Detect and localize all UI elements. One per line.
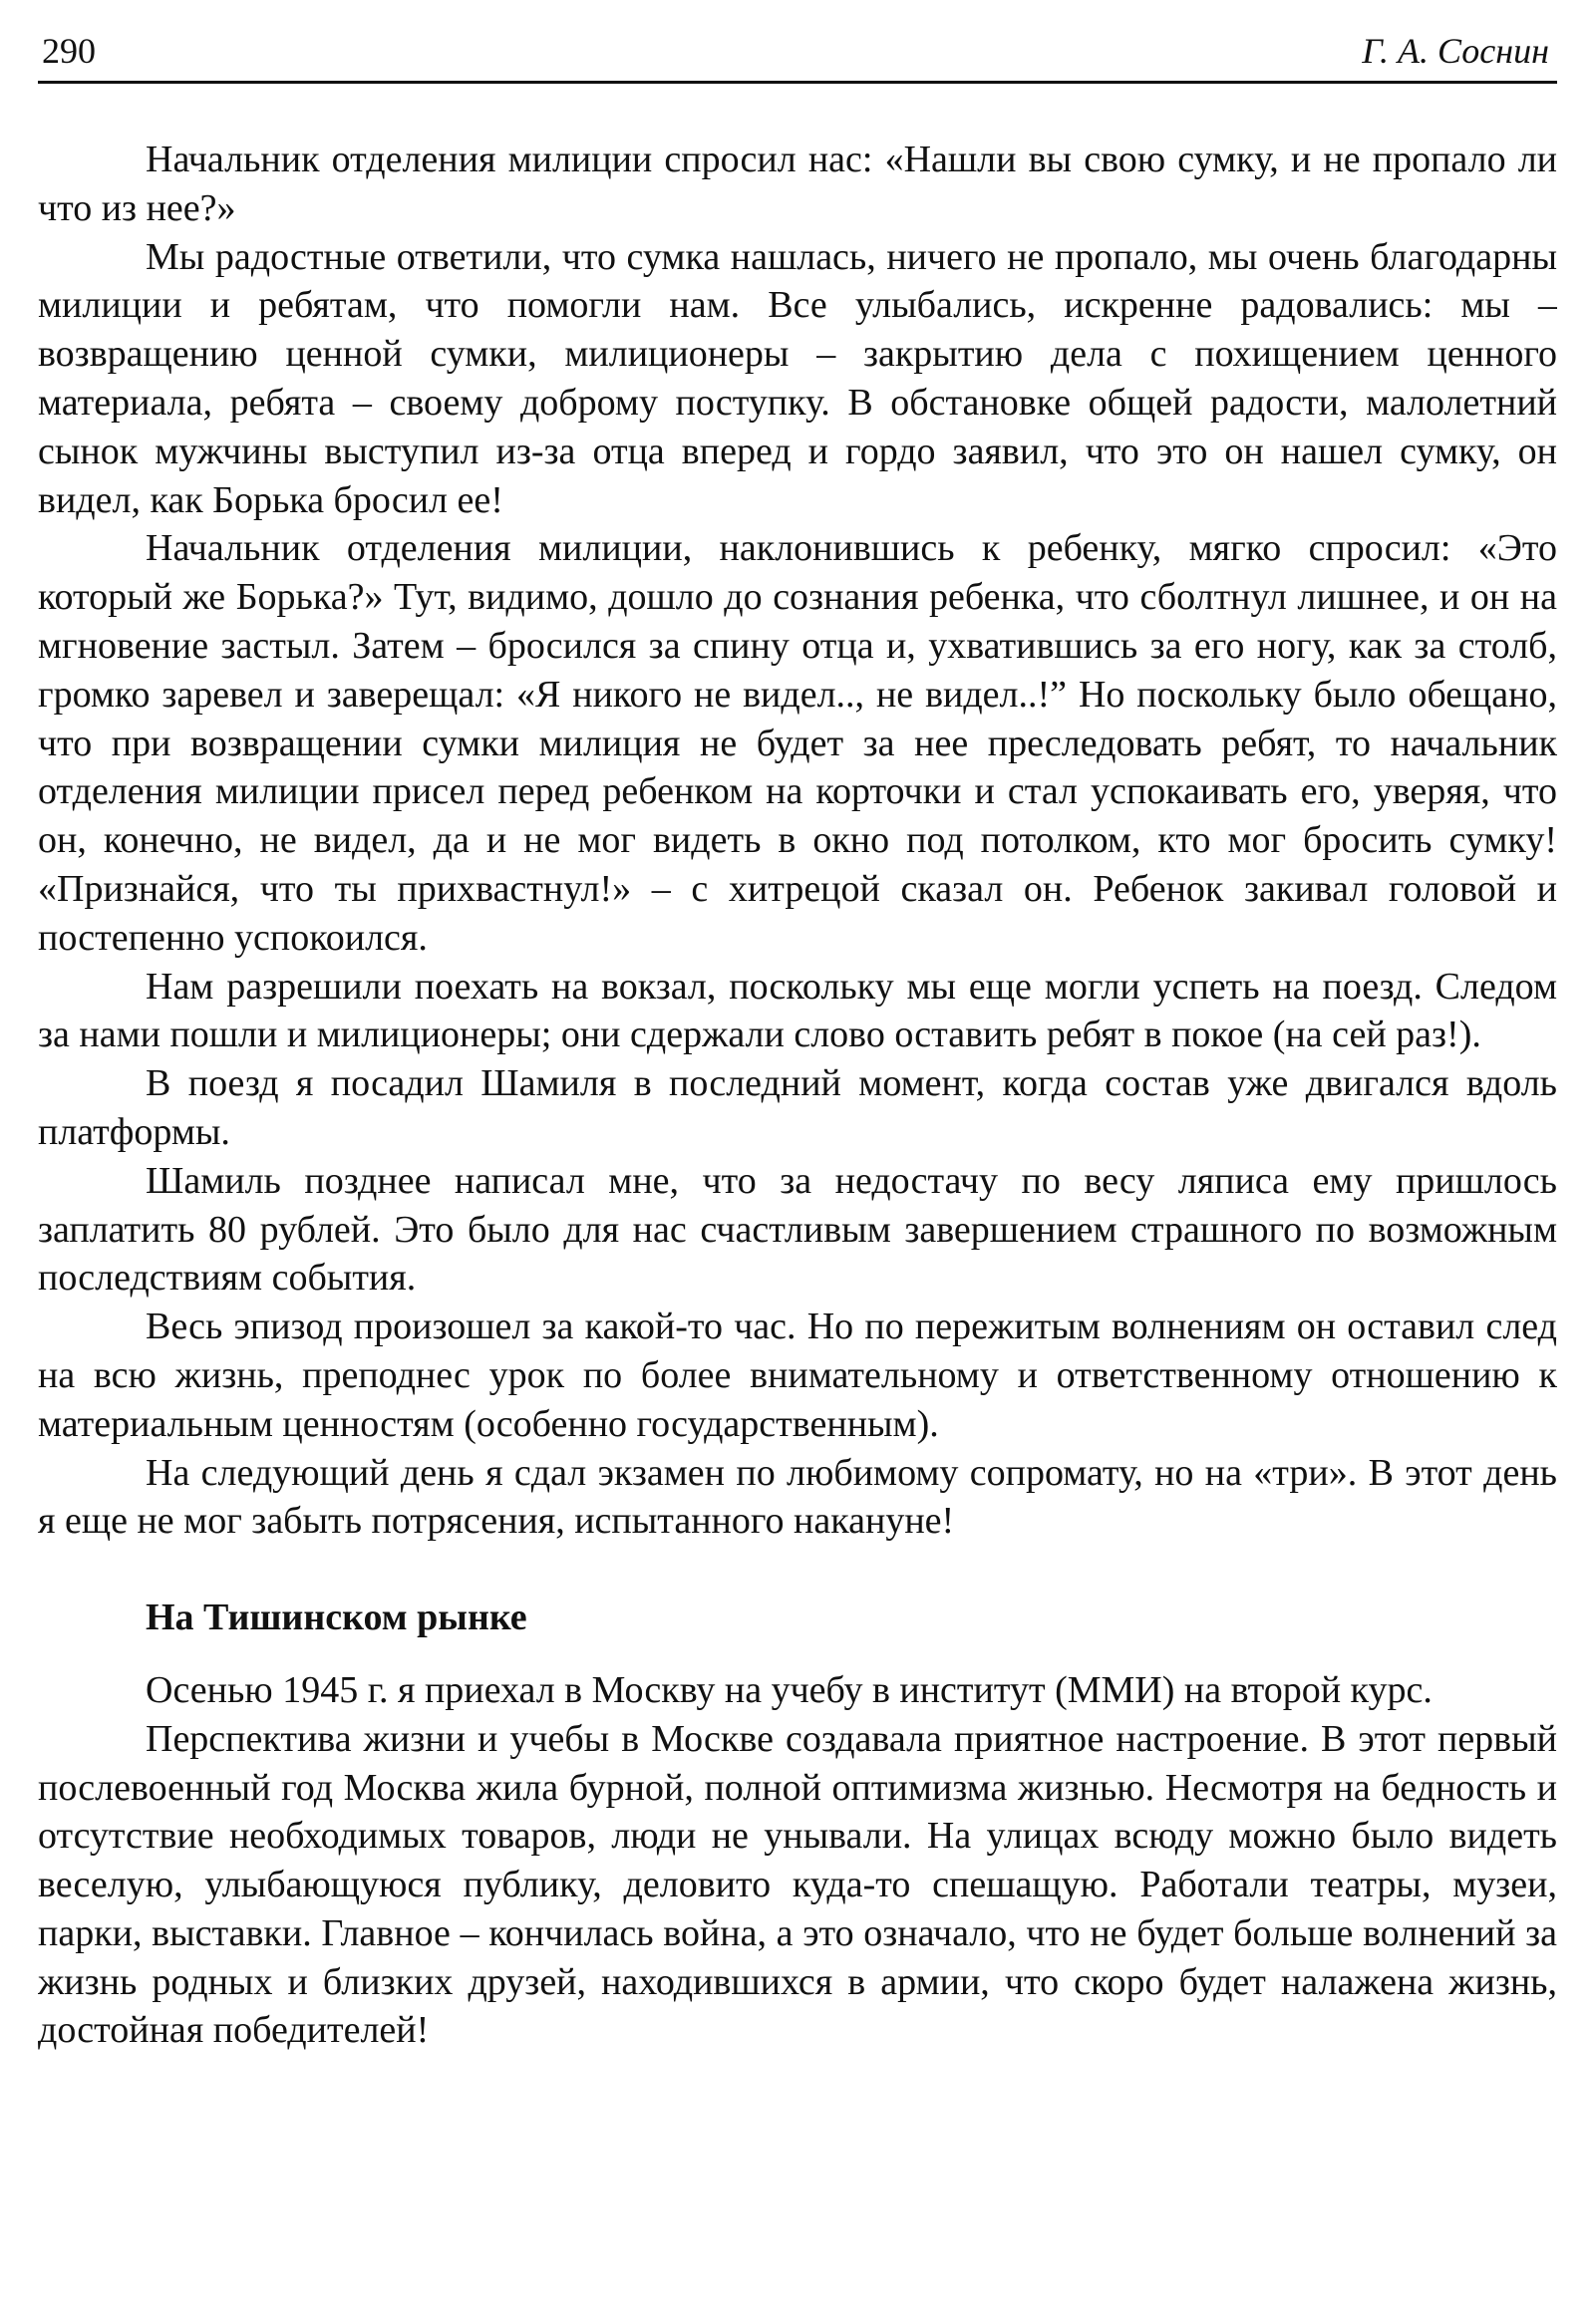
paragraph: Начальник отделения милиции, наклонившись к ребенку, мягко спросил: «Это который же Борька?» Тут, видимо, дошло до сознания ребенка, что сболтнул лишнее, и он на мгновение застыл. Затем – бросился за спину отца и, ухватившись за его ногу, как за столб, громко заревел и заверещал: «Я никого не видел.., не видел..!” Но поскольку было обещано, что при возвращении сумки милиция не будет за нее преследовать ребят, то начальник отделения милиции присел перед ребенком на корточки и стал успокаивать его, уверяя, что он, конечно, не видел, да и не мог видеть в окно под потолком, кто мог бросить сумку! «Признайся, что ты прихвастнул!» – с хитрецой сказал он. Ребенок закивал головой и постепенно успокоился.: [38, 527, 1557, 959]
book-page: [38, 28, 1557, 2052]
page-body: [38, 136, 1557, 2055]
page-number: 290: [42, 31, 96, 71]
running-author: Г. А. Соснин: [1362, 31, 1549, 71]
paragraph: Шамиль позднее написал мне, что за недостачу по весу ляписа ему пришлось заплатить 80 рублей. Это было для нас счастливым завершением страшного по возможным последствиям события.: [38, 1159, 1557, 1300]
paragraph: Осенью 1945 г. я приехал в Москву на учебу в институт (ММИ) на второй курс.: [146, 1668, 1433, 1711]
paragraph: Начальник отделения милиции спросил нас: «Нашли вы свою сумку, и не пропало ли что из нее?»: [38, 139, 1557, 229]
paragraph: В поезд я посадил Шамиля в последний момент, когда состав уже двигался вдоль платформы.: [38, 1062, 1557, 1153]
paragraph: На следующий день я сдал экзамен по любимому сопромату, но на «три». В этот день я еще не мог забыть потрясения, испытанного накануне!: [38, 1451, 1557, 1543]
running-header: [38, 28, 1557, 74]
header-rule: [38, 81, 1557, 84]
paragraph: Весь эпизод произошел за какой-то час. Но по пережитым волнениям он оставил след на всю жизнь, преподнес урок по более внимательному и ответственному отношению к материальным ценностям (особенно государственным).: [38, 1306, 1557, 1445]
paragraph: Нам разрешили поехать на вокзал, поскольку мы еще могли успеть на поезд. Следом за нами пошли и милиционеры; они сдержали слово оставить ребят в покое (на сей раз!).: [38, 965, 1557, 1056]
section-heading: На Тишинском рынке: [146, 1597, 527, 1639]
paragraph: Мы радостные ответили, что сумка нашлась, ничего не пропало, мы очень благодарны милиции и ребятам, что помогли нам. Все улыбались, искренне радовались: мы – возвращению ценной сумки, милиционеры – закрытию дела с похищением ценного материала, ребята – своему доброму поступку. В обстановке общей радости, малолетний сынок мужчины выступил из-за отца вперед и гордо заявил, что это он нашел сумку, он видел, как Борька бросил ее!: [38, 235, 1557, 521]
paragraph: Перспектива жизни и учебы в Москве создавала приятное настроение. В этот первый послевоенный год Москва жила бурной, полной оптимизма жизнью. Несмотря на бедность и отсутствие необходимых товаров, люди не унывали. На улицах всюду можно было видеть веселую, улыбающуюся публику, деловито куда-то спешащую. Работали театры, музеи, парки, выставки. Главное – кончилась война, а это означало, что не будет больше волнений за жизнь родных и близких друзей, находившихся в армии, что скоро будет налажена жизнь, достойная победителей!: [38, 1717, 1557, 2052]
